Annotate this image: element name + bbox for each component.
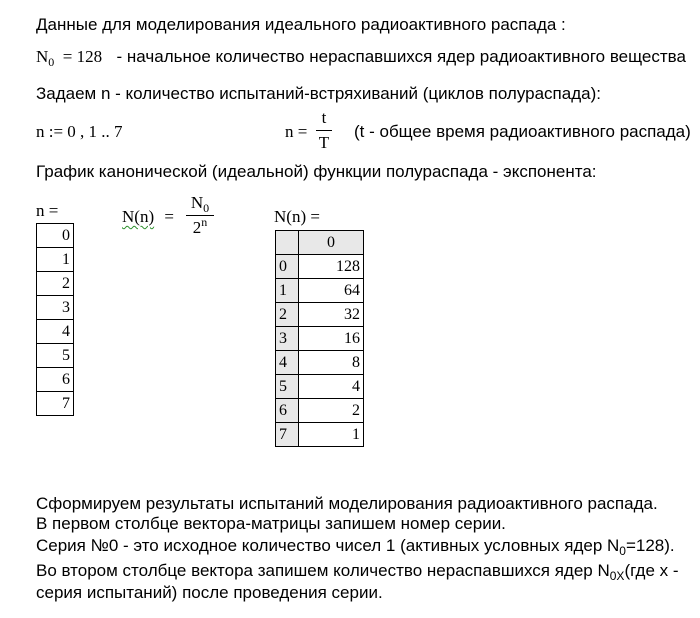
formula-fraction-bar <box>186 215 214 216</box>
formula-lhs <box>122 207 174 227</box>
N-vector-row <box>276 327 364 351</box>
N-vector-value: 4 <box>299 375 364 399</box>
graph-text: График канонической (идеальной) функции полураспада - экспонента: <box>36 162 597 181</box>
N-vector-row-index: 6 <box>276 399 299 423</box>
N-vector-row-index: 2 <box>276 303 299 327</box>
N-vector-value: 8 <box>299 351 364 375</box>
n0-description: - начальное количество нераспавшихся ядер радиоактивного вещества <box>116 47 686 66</box>
N-vector-row <box>276 351 364 375</box>
n-vector-cell: 5 <box>37 344 74 368</box>
n-vector-cell: 3 <box>37 296 74 320</box>
N-vector-row <box>276 255 364 279</box>
n-vector-cell: 0 <box>37 224 74 248</box>
N-vector-table <box>275 230 364 447</box>
n-vector-row <box>37 248 74 272</box>
N-vector-row-index: 3 <box>276 327 299 351</box>
formula-fraction <box>186 193 214 238</box>
fraction-denominator: T <box>318 133 330 152</box>
formula-equals: = <box>164 207 174 226</box>
n-vector-row <box>37 272 74 296</box>
set-n-text: Задаем n - количество испытаний-встряхиваний (циклов полураспада): <box>36 84 601 103</box>
formula-numerator: $N_0$ <box>190 193 210 215</box>
n0-value: = 128 <box>62 47 103 66</box>
n-vector-cell: 6 <box>37 368 74 392</box>
n-equals-label: n = <box>285 122 308 141</box>
n-vector-cell: 2 <box>37 272 74 296</box>
N-vector-row <box>276 399 364 423</box>
N-vector-value: 64 <box>299 279 364 303</box>
N-vector-corner-cell <box>276 231 299 255</box>
N-vector-row-index: 1 <box>276 279 299 303</box>
n-vector-row <box>37 320 74 344</box>
bottom-line-1: Сформируем результаты испытаний моделирования радиоактивного распада. <box>36 494 658 513</box>
fraction-bar <box>316 130 332 131</box>
n-vector-label: n = <box>36 201 59 220</box>
n-vector-row <box>37 368 74 392</box>
n-vector-row <box>37 224 74 248</box>
n-vector-row <box>37 392 74 416</box>
N-vector-value: 1 <box>299 423 364 447</box>
n-comment: (t - общее время радиоактивного распада) <box>354 122 691 141</box>
bottom-line-2: В первом столбце вектора-матрицы запишем номер серии. <box>36 514 506 533</box>
n0-symbol: $N_0$ <box>36 47 55 69</box>
N-vector-row <box>276 423 364 447</box>
N-vector-row <box>276 303 364 327</box>
range-definition: n := 0 , 1 .. 7 <box>36 122 123 141</box>
n-vector-row <box>37 296 74 320</box>
N-vector-row-index: 5 <box>276 375 299 399</box>
N-vector-label: N(n) = <box>274 207 320 226</box>
N-vector-value: 16 <box>299 327 364 351</box>
N-vector-row-index: 4 <box>276 351 299 375</box>
formula-denominator: 2$^n$ <box>192 215 208 237</box>
fraction-numerator: t <box>321 108 327 127</box>
N-vector-row-index: 7 <box>276 423 299 447</box>
N-vector-row-index: 0 <box>276 255 299 279</box>
bottom-line-3: Серия №0 - это исходное количество чисел 1 (активных условных ядер $N_0=128$). <box>36 536 675 558</box>
n-vector-row <box>37 344 74 368</box>
n0-definition <box>36 47 686 67</box>
n-vector-cell: 4 <box>37 320 74 344</box>
n-vector-cell: 1 <box>37 248 74 272</box>
N-vector-value: 128 <box>299 255 364 279</box>
N-vector-row <box>276 279 364 303</box>
bottom-line-5: серия испытаний) после проведения серии. <box>36 583 383 602</box>
intro-title: Данные для моделирования идеального радиоактивного распада : <box>36 15 566 34</box>
bottom-line-4: Во втором столбце вектора запишем количество нераспавшихся ядер $N_{0X}(где$ x - <box>36 561 679 583</box>
n-vector-cell: 7 <box>37 392 74 416</box>
n-fraction <box>316 108 332 153</box>
N-vector-value: 32 <box>299 303 364 327</box>
N-vector-row <box>276 375 364 399</box>
N-vector-value: 2 <box>299 399 364 423</box>
N-vector-column-header: 0 <box>299 231 364 255</box>
n-vector-table <box>36 223 74 416</box>
N-vector-header-row <box>276 231 364 255</box>
formula-function-name: N(n) <box>122 207 155 226</box>
